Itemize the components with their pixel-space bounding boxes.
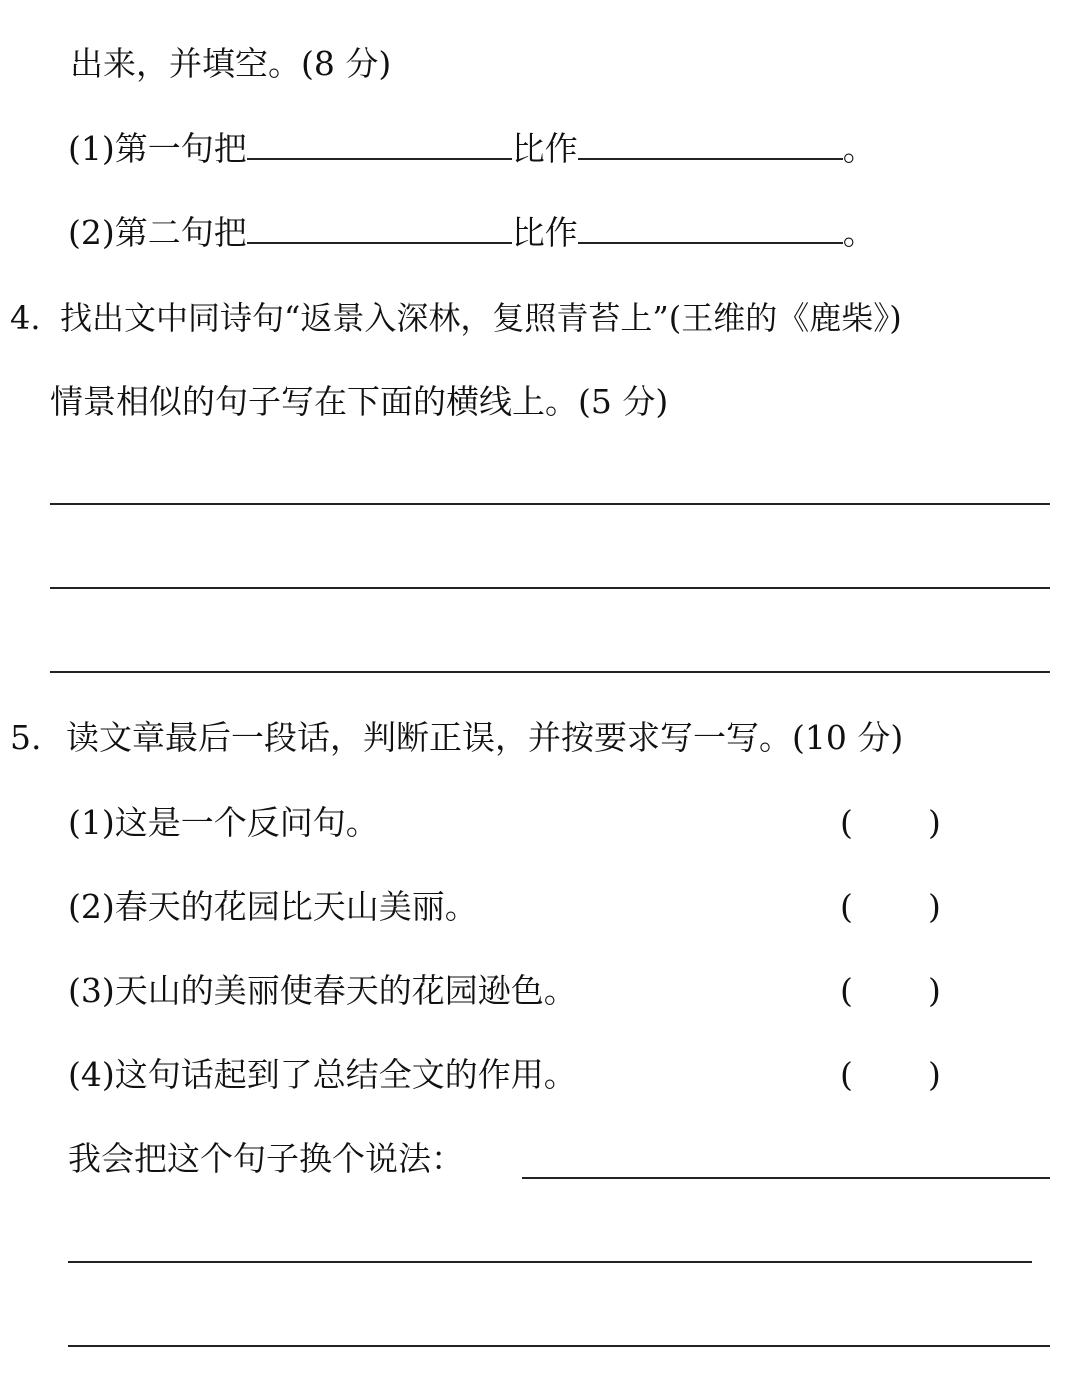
q5-number: 5.	[10, 718, 42, 757]
q5-item-1-answer-box[interactable]	[840, 801, 950, 845]
q5-item-3-open-paren: (	[840, 971, 853, 1010]
q5-rewrite-line-3[interactable]	[68, 1345, 1050, 1347]
q3-item-1-blank-a[interactable]	[247, 128, 512, 160]
q5-rewrite-line-2[interactable]	[68, 1261, 1032, 1263]
q5-item-1-close-paren: )	[928, 803, 941, 842]
q5-rewrite-line-1[interactable]	[522, 1177, 1050, 1179]
q5-item-2-answer-box[interactable]	[840, 885, 950, 929]
q3-item-2-prefix: (2)第二句把	[68, 213, 247, 252]
q3-item-2	[68, 211, 876, 255]
q4-number: 4.	[10, 299, 41, 337]
q3-item-1-suffix: 。	[842, 129, 876, 168]
q5-title: 读文章最后一段话，判断正误，并按要求写一写。(10 分)	[66, 718, 904, 757]
q5-item-2-close-paren: )	[928, 887, 941, 926]
q3-item-2-blank-a[interactable]	[247, 212, 512, 244]
q5-item-4-open-paren: (	[840, 1055, 853, 1094]
q4-answer-line-3[interactable]	[50, 671, 1050, 673]
q3-item-1-prefix: (1)第一句把	[68, 129, 247, 168]
q3-item-2-blank-b[interactable]	[578, 212, 843, 244]
q4-answer-line-1[interactable]	[50, 503, 1050, 505]
q3-item-2-middle: 比作	[511, 213, 578, 252]
q3-item-1-middle: 比作	[511, 129, 578, 168]
q4-answer-line-2[interactable]	[50, 587, 1050, 589]
q4-line-1	[10, 296, 902, 340]
q5-item-2: (2)春天的花园比天山美丽。	[68, 887, 478, 926]
q5-item-4-answer-box[interactable]	[840, 1053, 950, 1097]
q5-item-1: (1)这是一个反问句。	[68, 803, 379, 842]
q3-item-1	[68, 127, 876, 171]
q5-rewrite-label: 我会把这个句子换个说法：	[68, 1139, 464, 1178]
q3-item-1-blank-b[interactable]	[578, 128, 843, 160]
q5-item-3-close-paren: )	[928, 971, 941, 1010]
q5-item-4: (4)这句话起到了总结全文的作用。	[68, 1055, 577, 1094]
q4-line-2: 情景相似的句子写在下面的横线上。(5 分)	[50, 382, 669, 421]
q3-intro: 出来，并填空。(8 分)	[70, 44, 392, 83]
q5-item-1-open-paren: (	[840, 803, 853, 842]
q5-title-line	[10, 716, 903, 760]
q5-item-4-close-paren: )	[928, 1055, 941, 1094]
q5-item-3: (3)天山的美丽使春天的花园逊色。	[68, 971, 577, 1010]
q5-item-2-open-paren: (	[840, 887, 853, 926]
q3-item-2-suffix: 。	[842, 213, 876, 252]
q4-prompt: 找出文中同诗句“返景入深林，复照青苔上”(王维的《鹿柴》)	[60, 299, 902, 337]
q5-item-3-answer-box[interactable]	[840, 969, 950, 1013]
